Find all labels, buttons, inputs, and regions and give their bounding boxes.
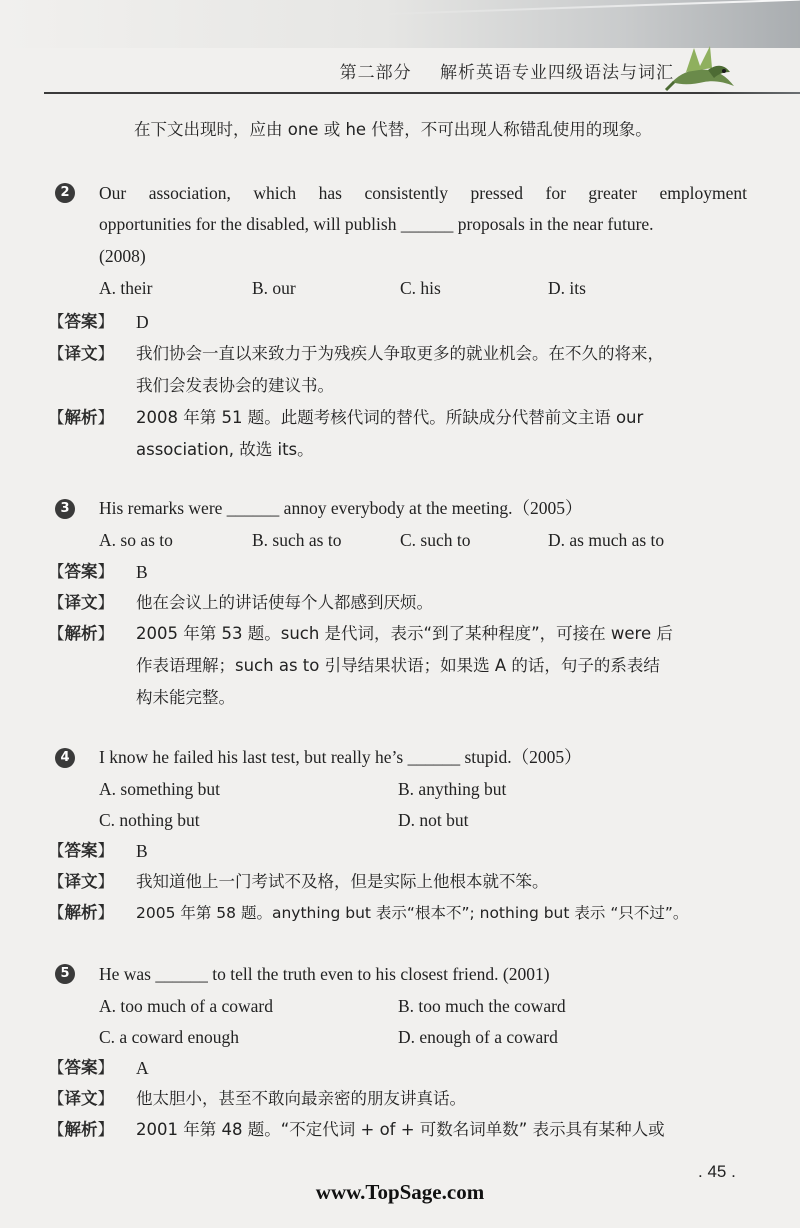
footer-url: www.TopSage.com — [315, 1180, 485, 1204]
translation-line: 我们会发表协会的建议书。 — [136, 376, 334, 395]
answer-label: 【答案】 — [48, 312, 114, 331]
option-b: B. too much the coward — [398, 996, 566, 1016]
translation-label: 【译文】 — [48, 872, 114, 891]
answer-label: 【答案】 — [48, 1058, 114, 1077]
question-number-icon: 4 — [55, 748, 75, 768]
answer-value: B — [136, 562, 148, 582]
answer-value: B — [136, 841, 148, 861]
analysis-line: 2005 年第 58 题。anything but 表示“根本不”; nothing but 表示 “只不过”。 — [136, 904, 689, 922]
analysis-label: 【解析】 — [48, 408, 114, 427]
translation-label: 【译文】 — [48, 593, 114, 612]
option-c: C. nothing but — [99, 810, 200, 830]
analysis-line: 作表语理解；such as to 引导结果状语；如果选 A 的话，句子的系表结 — [136, 656, 660, 675]
translation-line: 他在会议上的讲话使每个人都感到厌烦。 — [136, 593, 433, 612]
translation-label: 【译文】 — [48, 344, 114, 363]
option-c: C. such to — [400, 530, 471, 550]
question-number-icon: 5 — [55, 964, 75, 984]
header-rule — [44, 92, 800, 94]
option-d: D. its — [548, 278, 586, 298]
translation-line: 我知道他上一门考试不及格，但是实际上他根本就不笨。 — [136, 872, 549, 891]
option-d: D. enough of a coward — [398, 1027, 558, 1047]
question-stem-line: opportunities for the disabled, will publish ______ proposals in the near future. — [99, 214, 654, 234]
question-stem-line: I know he failed his last test, but really he’s ______ stupid.（2005） — [99, 747, 582, 767]
page-number: . 45 . — [698, 1162, 736, 1181]
option-d: D. as much as to — [548, 530, 665, 550]
option-c: C. his — [400, 278, 441, 298]
question-number-icon: 2 — [55, 183, 75, 203]
top-band — [0, 0, 800, 48]
option-d: D. not but — [398, 810, 469, 830]
option-b: B. anything but — [398, 779, 507, 799]
option-a: A. so as to — [99, 530, 173, 550]
question-stem-line: His remarks were ______ annoy everybody at the meeting.（2005） — [99, 498, 583, 518]
answer-label: 【答案】 — [48, 841, 114, 860]
answer-value: D — [136, 312, 149, 332]
analysis-label: 【解析】 — [48, 1120, 114, 1139]
translation-label: 【译文】 — [48, 1089, 114, 1108]
option-b: B. such as to — [252, 530, 342, 550]
analysis-label: 【解析】 — [48, 903, 114, 922]
answer-label: 【答案】 — [48, 562, 114, 581]
translation-line: 他太胆小，甚至不敢向最亲密的朋友讲真话。 — [136, 1089, 466, 1108]
intro-line: 在下文出现时，应由 one 或 he 代替，不可出现人称错乱使用的现象。 — [134, 120, 652, 139]
analysis-line: 2008 年第 51 题。此题考核代词的替代。所缺成分代替前文主语 our — [136, 408, 644, 427]
translation-line: 我们协会一直以来致力于为残疾人争取更多的就业机会。在不久的将来， — [136, 344, 664, 363]
option-a: A. their — [99, 278, 153, 298]
option-a: A. something but — [99, 779, 221, 799]
analysis-line: 2005 年第 53 题。such 是代词，表示“到了某种程度”，可接在 were 后 — [136, 624, 673, 643]
analysis-line: 2001 年第 48 题。“不定代词 + of + 可数名词单数” 表示具有某种人或 — [136, 1120, 665, 1139]
question-number-icon: 3 — [55, 499, 75, 519]
dragon-icon — [664, 42, 738, 92]
question-stem-line: He was ______ to tell the truth even to his closest friend. (2001) — [99, 964, 550, 984]
option-a: A. too much of a coward — [99, 996, 273, 1016]
question-stem-line: (2008) — [99, 246, 146, 266]
option-c: C. a coward enough — [99, 1027, 239, 1047]
header-part: 第二部分 — [339, 63, 412, 83]
question-stem-line: Our association, which has consistently pressed for greater employment — [99, 183, 747, 203]
analysis-line: 构未能完整。 — [136, 688, 235, 707]
analysis-label: 【解析】 — [48, 624, 114, 643]
analysis-line: association, 故选 its。 — [136, 440, 314, 459]
header-title: 解析英语专业四级语法与词汇 — [440, 63, 674, 83]
answer-value: A — [136, 1058, 149, 1078]
option-b: B. our — [252, 278, 296, 298]
running-header — [340, 58, 674, 83]
